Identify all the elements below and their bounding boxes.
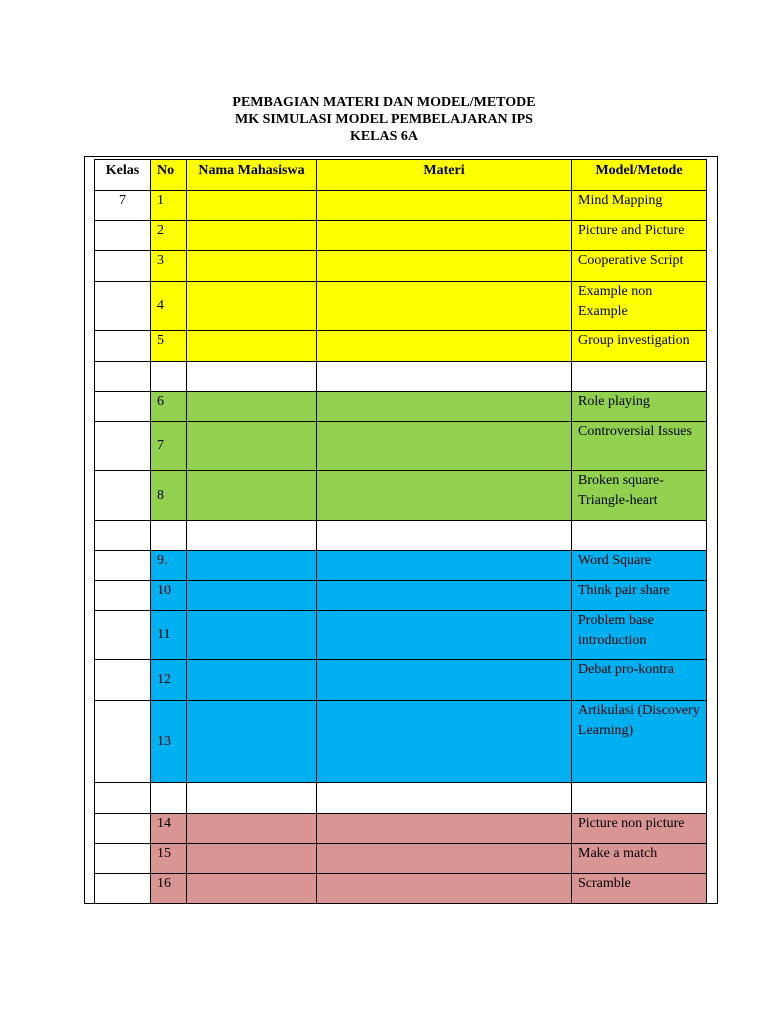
cell-kelas [95,251,151,282]
cell-nama-mahasiswa [187,471,317,521]
cell-model-metode: Example non Example [572,282,707,331]
table-row [95,551,707,581]
cell-materi [317,551,572,581]
spacer-row [95,362,707,392]
cell-kelas [95,551,151,581]
cell-no: 11 [151,611,187,660]
cell-nama-mahasiswa [187,701,317,783]
cell-kelas [95,701,151,783]
title-line-2: MK SIMULASI MODEL PEMBELAJARAN IPS [235,112,533,127]
cell-no: 13 [151,701,187,783]
cell-kelas [95,392,151,422]
table-row [95,844,707,874]
cell-kelas [95,362,151,392]
spacer-row [95,521,707,551]
cell-model-metode: Cooperative Script [572,251,707,282]
cell-materi [317,422,572,471]
cell-kelas [95,660,151,701]
cell-no: 16 [151,874,187,904]
cell-materi [317,392,572,422]
table-row [95,874,707,904]
table-row [95,660,707,701]
cell-materi [317,611,572,660]
table-row [95,251,707,282]
cell-model-metode [572,362,707,392]
cell-nama-mahasiswa [187,581,317,611]
cell-nama-mahasiswa [187,660,317,701]
cell-materi [317,191,572,221]
cell-kelas [95,844,151,874]
title-line-1: PEMBAGIAN MATERI DAN MODEL/METODE [232,95,536,110]
cell-nama-mahasiswa [187,422,317,471]
cell-nama-mahasiswa [187,551,317,581]
cell-nama-mahasiswa [187,844,317,874]
cell-no: 12 [151,660,187,701]
cell-materi [317,814,572,844]
cell-kelas [95,331,151,362]
cell-materi [317,471,572,521]
cell-nama-mahasiswa [187,814,317,844]
cell-materi [317,221,572,251]
title-line-3: KELAS 6A [349,129,419,144]
cell-model-metode: Think pair share [572,581,707,611]
cell-no: 4 [151,282,187,331]
cell-model-metode: Scramble [572,874,707,904]
table-row [95,221,707,251]
cell-no: 8 [151,471,187,521]
cell-nama-mahasiswa [187,191,317,221]
cell-no: 2 [151,221,187,251]
header-nama: Nama Mahasiswa [187,160,317,191]
table-row [95,611,707,660]
cell-materi [317,521,572,551]
assignment-table [94,159,707,904]
spacer-row [95,783,707,814]
cell-model-metode: Debat pro-kontra [572,660,707,701]
cell-no: 14 [151,814,187,844]
cell-kelas [95,611,151,660]
cell-materi [317,251,572,282]
cell-model-metode [572,521,707,551]
cell-model-metode: Role playing [572,392,707,422]
cell-model-metode: Artikulasi (Discovery Learning) [572,701,707,783]
cell-kelas [95,422,151,471]
cell-no [151,783,187,814]
cell-model-metode: Mind Mapping [572,191,707,221]
cell-kelas [95,581,151,611]
cell-nama-mahasiswa [187,251,317,282]
cell-materi [317,660,572,701]
cell-model-metode [572,783,707,814]
cell-materi [317,581,572,611]
cell-no: 9. [151,551,187,581]
cell-model-metode: Picture and Picture [572,221,707,251]
cell-no [151,521,187,551]
cell-model-metode: Group investigation [572,331,707,362]
cell-nama-mahasiswa [187,392,317,422]
cell-no: 6 [151,392,187,422]
cell-kelas [95,521,151,551]
cell-no: 3 [151,251,187,282]
cell-nama-mahasiswa [187,874,317,904]
cell-materi [317,844,572,874]
table-row [95,282,707,331]
cell-model-metode: Controversial Issues [572,422,707,471]
cell-no [151,362,187,392]
cell-kelas [95,814,151,844]
table-row [95,392,707,422]
table-row [95,701,707,783]
cell-nama-mahasiswa [187,611,317,660]
cell-model-metode: Make a match [572,844,707,874]
table-row [95,331,707,362]
cell-kelas [95,874,151,904]
cell-kelas [95,282,151,331]
cell-no: 7 [151,422,187,471]
cell-nama-mahasiswa [187,221,317,251]
header-kelas: Kelas [95,160,151,191]
cell-no: 10 [151,581,187,611]
cell-no: 5 [151,331,187,362]
cell-nama-mahasiswa [187,331,317,362]
cell-materi [317,701,572,783]
cell-nama-mahasiswa [187,521,317,551]
cell-kelas [95,783,151,814]
header-model: Model/Metode [572,160,707,191]
cell-materi [317,331,572,362]
cell-no: 15 [151,844,187,874]
cell-kelas [95,221,151,251]
table-row [95,422,707,471]
cell-kelas: 7 [95,191,151,221]
document-title [0,94,768,145]
cell-model-metode: Broken square-Triangle-heart [572,471,707,521]
header-materi: Materi [317,160,572,191]
cell-nama-mahasiswa [187,362,317,392]
table-row [95,814,707,844]
cell-nama-mahasiswa [187,783,317,814]
cell-materi [317,874,572,904]
cell-model-metode: Picture non picture [572,814,707,844]
header-row [95,160,707,191]
cell-materi [317,282,572,331]
cell-kelas [95,471,151,521]
cell-model-metode: Word Square [572,551,707,581]
header-no: No [151,160,187,191]
cell-materi [317,362,572,392]
table-row [95,581,707,611]
cell-nama-mahasiswa [187,282,317,331]
table-row [95,191,707,221]
cell-materi [317,783,572,814]
table-row [95,471,707,521]
cell-model-metode: Problem base introduction [572,611,707,660]
cell-no: 1 [151,191,187,221]
